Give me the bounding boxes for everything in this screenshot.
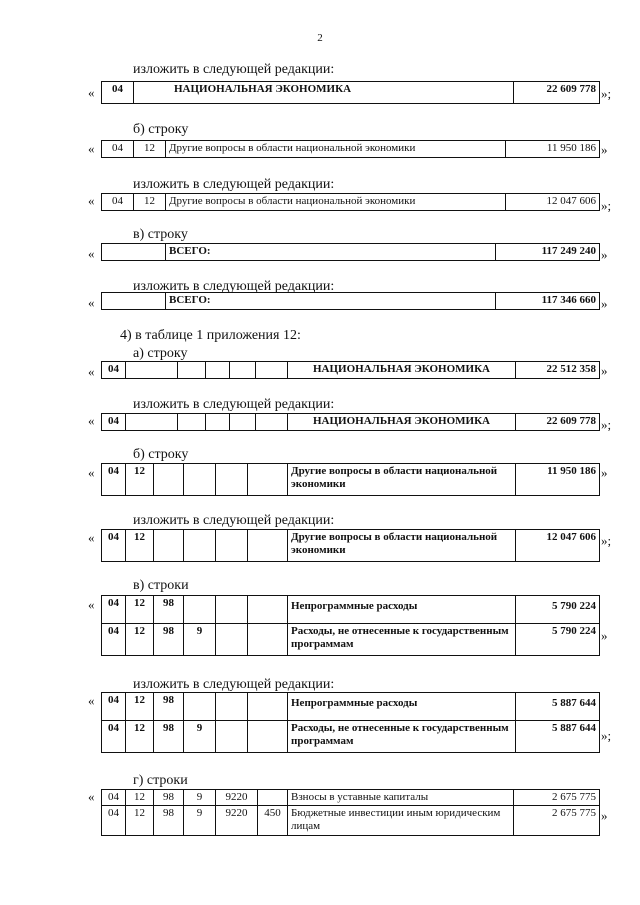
cell-c5: 9220 [216, 790, 258, 806]
cell-name: Расходы, не отнесенные к государственным программам [288, 721, 516, 753]
cell-amount: 117 249 240 [496, 244, 600, 261]
quote-open: « [88, 693, 95, 708]
cell-c3: 98 [154, 693, 184, 721]
quote-close: » [601, 247, 608, 262]
caption-edition-5: изложить в следующей редакции: [133, 513, 335, 528]
cell-name: НАЦИОНАЛЬНАЯ ЭКОНОМИКА [288, 362, 516, 379]
cell-c2: 12 [134, 194, 166, 211]
table-row [102, 790, 600, 806]
cell-c1: 04 [102, 624, 126, 656]
cell-empty [216, 721, 248, 753]
cell-empty [230, 414, 256, 431]
cell-amount: 5 790 224 [516, 596, 600, 624]
cell-name: Другие вопросы в области национальной экономики [288, 530, 516, 562]
cell-c2: 12 [126, 624, 154, 656]
table1-national-economy-new [101, 413, 600, 431]
quote-close: »; [601, 728, 612, 743]
cell-name: Другие вопросы в области национальной экономики [288, 464, 516, 496]
cell-c2: 12 [126, 530, 154, 562]
cell-empty [178, 362, 206, 379]
quote-open: « [88, 141, 95, 156]
table-other-questions-old [101, 140, 600, 158]
cell-empty [206, 414, 230, 431]
cell-empty [184, 464, 216, 496]
caption-edition-6: изложить в следующей редакции: [133, 677, 335, 692]
table-other-questions-new [101, 193, 600, 211]
cell-c5: 9220 [216, 806, 258, 836]
quote-close: » [601, 363, 608, 378]
cell-code: 04 [102, 414, 126, 431]
quote-open: « [88, 530, 95, 545]
cell-name: ВСЕГО: [166, 244, 496, 261]
cell-name: НАЦИОНАЛЬНАЯ ЭКОНОМИКА [134, 82, 514, 104]
cell-name: Расходы, не отнесенные к государственным программам [288, 624, 516, 656]
quote-close: » [601, 296, 608, 311]
quote-close: »; [601, 86, 612, 101]
cell-amount: 11 950 186 [506, 141, 600, 158]
cell-code: 04 [102, 362, 126, 379]
cell-c1: 04 [102, 790, 126, 806]
cell-c1: 04 [102, 530, 126, 562]
caption-lines-g: г) строки [133, 773, 188, 788]
cell-empty [248, 624, 288, 656]
cell-amount: 22 609 778 [516, 414, 600, 431]
cell-empty [154, 464, 184, 496]
caption-edition-2: изложить в следующей редакции: [133, 177, 335, 192]
quote-open: « [88, 364, 95, 379]
table1-nonprogram-new [101, 692, 600, 753]
cell-name: ВСЕГО: [166, 293, 496, 310]
cell-c1: 04 [102, 693, 126, 721]
page-number: 2 [317, 32, 323, 44]
cell-name: Взносы в уставные капиталы [288, 790, 514, 806]
cell-c4 [184, 693, 216, 721]
quote-open: « [88, 413, 95, 428]
table-row [102, 693, 600, 721]
cell-c3: 98 [154, 806, 184, 836]
cell-amount: 11 950 186 [516, 464, 600, 496]
caption-line-a: а) строку [133, 346, 188, 361]
caption-line-v: в) строку [133, 227, 188, 242]
cell-empty [216, 624, 248, 656]
cell-empty [248, 464, 288, 496]
table1-other-questions-old [101, 463, 600, 496]
quote-open: « [88, 193, 95, 208]
quote-close: »; [601, 533, 612, 548]
cell-c4: 9 [184, 790, 216, 806]
cell-c3: 98 [154, 790, 184, 806]
cell-amount: 22 609 778 [514, 82, 600, 104]
cell-name: НАЦИОНАЛЬНАЯ ЭКОНОМИКА [288, 414, 516, 431]
quote-open: « [88, 597, 95, 612]
table1-capital-contributions [101, 789, 600, 836]
cell-amount: 12 047 606 [516, 530, 600, 562]
cell-c2: 12 [126, 693, 154, 721]
quote-close: » [601, 808, 608, 823]
cell-empty [184, 530, 216, 562]
cell-empty [102, 293, 166, 310]
cell-c1: 04 [102, 464, 126, 496]
quote-open: « [88, 246, 95, 261]
caption-edition-3: изложить в следующей редакции: [133, 279, 335, 294]
table-total-new [101, 292, 600, 310]
cell-c2: 12 [126, 806, 154, 836]
cell-empty [256, 414, 288, 431]
cell-c3: 98 [154, 721, 184, 753]
cell-name: Непрограммные расходы [288, 596, 516, 624]
caption-edition-1: изложить в следующей редакции: [133, 62, 335, 77]
cell-amount: 5 790 224 [516, 624, 600, 656]
cell-c2: 12 [126, 596, 154, 624]
quote-close: » [601, 142, 608, 157]
table-row [102, 624, 600, 656]
cell-code: 04 [102, 82, 134, 104]
cell-empty [102, 244, 166, 261]
cell-empty [206, 362, 230, 379]
caption-lines-v: в) строки [133, 578, 189, 593]
cell-amount: 117 346 660 [496, 293, 600, 310]
cell-name: Другие вопросы в области национальной экономики [166, 141, 506, 158]
table-row [102, 806, 600, 836]
table-row [102, 596, 600, 624]
cell-empty [216, 596, 248, 624]
cell-empty [126, 414, 178, 431]
cell-amount: 2 675 775 [514, 790, 600, 806]
cell-c1: 04 [102, 194, 134, 211]
cell-c3: 98 [154, 596, 184, 624]
cell-c4: 9 [184, 806, 216, 836]
cell-c1: 04 [102, 806, 126, 836]
cell-c2: 12 [126, 790, 154, 806]
cell-c2: 12 [126, 464, 154, 496]
table1-national-economy-old [101, 361, 600, 379]
quote-close: » [601, 628, 608, 643]
cell-amount: 5 887 644 [516, 693, 600, 721]
cell-amount: 12 047 606 [506, 194, 600, 211]
quote-open: « [88, 789, 95, 804]
cell-empty [154, 530, 184, 562]
quote-close: » [601, 465, 608, 480]
caption-edition-4: изложить в следующей редакции: [133, 397, 335, 412]
cell-empty [216, 693, 248, 721]
cell-amount: 5 887 644 [516, 721, 600, 753]
quote-open: « [88, 295, 95, 310]
cell-c1: 04 [102, 596, 126, 624]
cell-empty [216, 530, 248, 562]
cell-c4: 9 [184, 624, 216, 656]
cell-c2: 12 [134, 141, 166, 158]
table-total-old [101, 243, 600, 261]
table1-other-questions-new [101, 529, 600, 562]
quote-close: »; [601, 198, 612, 213]
cell-empty [248, 596, 288, 624]
cell-name: Непрограммные расходы [288, 693, 516, 721]
cell-c2: 12 [126, 721, 154, 753]
quote-close: »; [601, 417, 612, 432]
cell-empty [178, 414, 206, 431]
cell-c6 [258, 790, 288, 806]
cell-empty [248, 721, 288, 753]
cell-c6: 450 [258, 806, 288, 836]
cell-c1: 04 [102, 721, 126, 753]
cell-empty [248, 693, 288, 721]
cell-empty [256, 362, 288, 379]
quote-open: « [88, 85, 95, 100]
quote-open: « [88, 465, 95, 480]
cell-empty [248, 530, 288, 562]
cell-c4 [184, 596, 216, 624]
caption-line-b: б) строку [133, 122, 189, 137]
cell-name: Другие вопросы в области национальной экономики [166, 194, 506, 211]
cell-name: Бюджетные инвестиции иным юридическим лицам [288, 806, 514, 836]
table-national-economy-new [101, 81, 600, 104]
table-row [102, 721, 600, 753]
cell-empty [216, 464, 248, 496]
cell-c3: 98 [154, 624, 184, 656]
cell-c1: 04 [102, 141, 134, 158]
cell-empty [230, 362, 256, 379]
table1-nonprogram-old [101, 595, 600, 656]
cell-amount: 2 675 775 [514, 806, 600, 836]
cell-c4: 9 [184, 721, 216, 753]
item-4-intro: 4) в таблице 1 приложения 12: [120, 328, 301, 343]
caption-line-b-2: б) строку [133, 447, 189, 462]
cell-amount: 22 512 358 [516, 362, 600, 379]
cell-empty [126, 362, 178, 379]
